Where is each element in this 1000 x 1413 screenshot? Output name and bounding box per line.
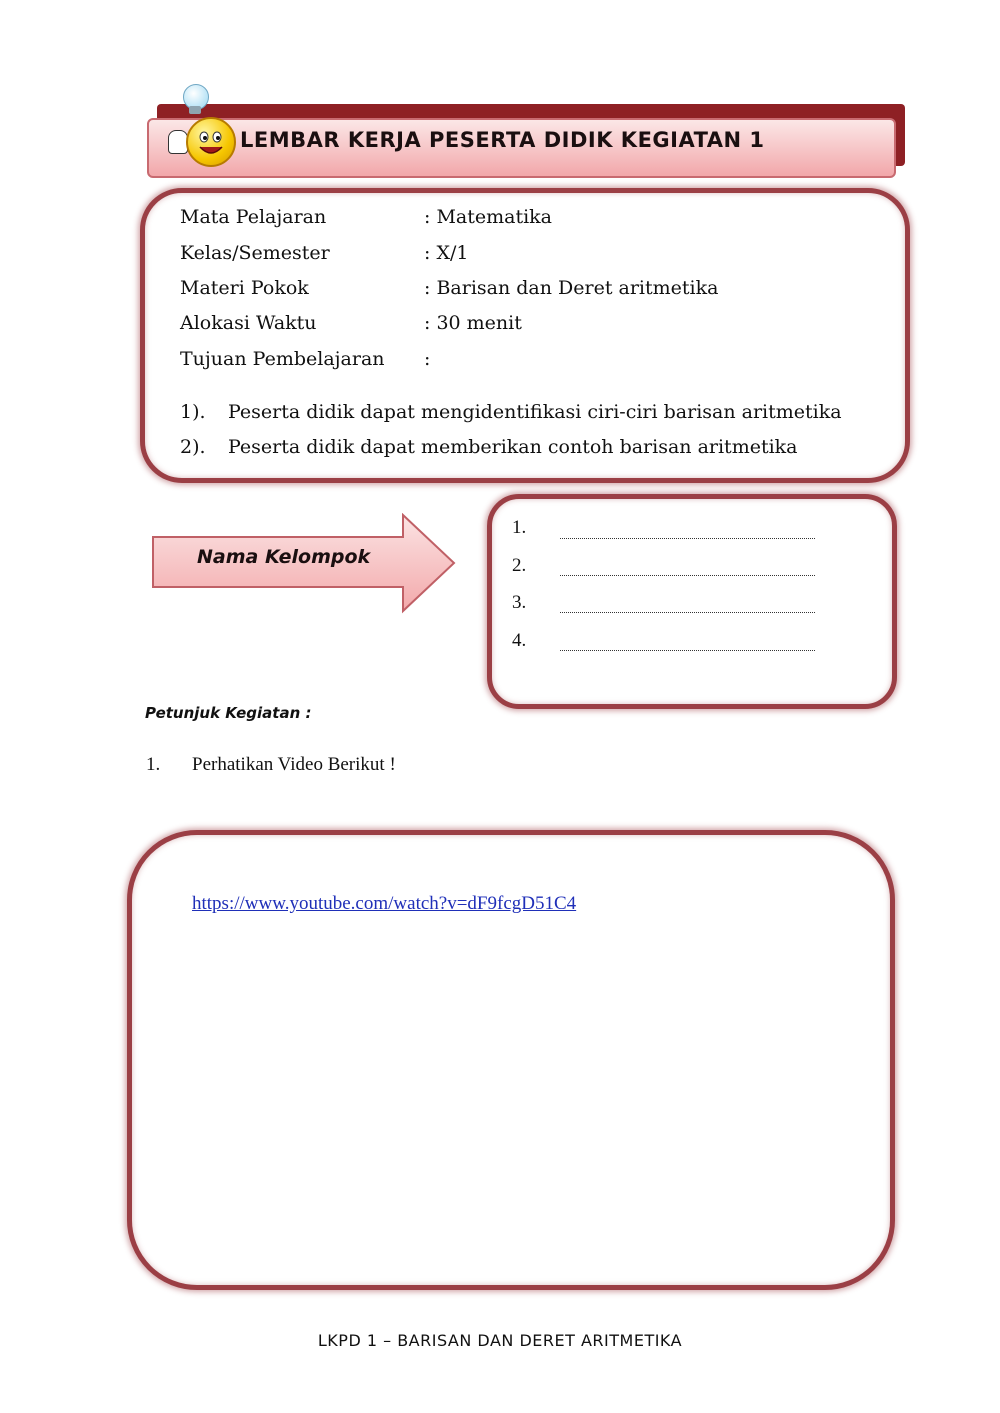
smiley-icon <box>186 117 236 167</box>
goal-text: Peserta didik dapat memberikan contoh barisan aritmetika <box>228 436 798 458</box>
step-text: Perhatikan Video Berikut ! <box>192 754 396 775</box>
member-number: 2. <box>512 555 527 576</box>
member-number: 3. <box>512 592 527 613</box>
goal-text: Peserta didik dapat mengidentifikasi ciri-ciri barisan aritmetika <box>228 401 842 423</box>
info-value-topic: : Barisan dan Deret aritmetika <box>424 277 719 299</box>
smiley-face-icon <box>188 119 234 165</box>
member-name-field[interactable] <box>560 611 815 613</box>
goal-number: 2). <box>180 436 206 458</box>
info-label-topic: Materi Pokok <box>180 277 309 299</box>
info-value-time: : 30 menit <box>424 312 522 334</box>
member-number: 1. <box>512 517 527 538</box>
info-value-goals: : <box>424 348 431 370</box>
info-label-goals: Tujuan Pembelajaran <box>180 348 385 370</box>
pointing-hand-icon <box>168 130 188 154</box>
member-name-field[interactable] <box>560 537 815 539</box>
info-label-class: Kelas/Semester <box>180 242 330 264</box>
step-number: 1. <box>146 754 161 775</box>
instructions-heading: Petunjuk Kegiatan : <box>145 704 312 722</box>
member-name-field[interactable] <box>560 574 815 576</box>
group-names-box <box>487 494 897 709</box>
info-label-time: Alokasi Waktu <box>180 312 317 334</box>
video-link[interactable]: https://www.youtube.com/watch?v=dF9fcgD51C4 <box>192 893 577 914</box>
info-value-subject: : Matematika <box>424 206 552 228</box>
member-number: 4. <box>512 630 527 651</box>
goal-number: 1). <box>180 401 206 423</box>
member-name-field[interactable] <box>560 649 815 651</box>
info-value-class: : X/1 <box>424 242 469 264</box>
info-label-subject: Mata Pelajaran <box>180 206 327 228</box>
page-footer: LKPD 1 – BARISAN DAN DERET ARITMETIKA <box>317 1331 683 1350</box>
lightbulb-base <box>189 106 201 114</box>
group-label: Nama Kelompok <box>197 546 371 568</box>
page-title: LEMBAR KERJA PESERTA DIDIK KEGIATAN 1 <box>240 128 765 152</box>
